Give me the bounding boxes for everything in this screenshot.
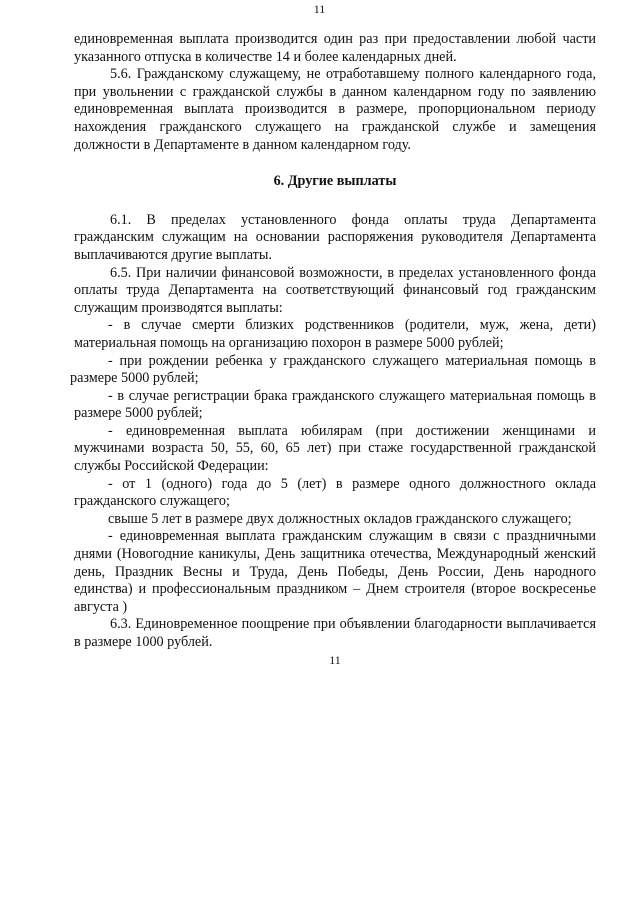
page-number-top: 11 xyxy=(313,2,326,16)
document-body xyxy=(70,31,596,668)
list-item-over-5-years: свыше 5 лет в размере двух должностных окладов гражданского служащего; xyxy=(108,510,572,527)
list-item-1-to-5-years: - от 1 (одного) года до 5 (лет) в размере одного должностного оклада гражданского служащего; xyxy=(74,475,596,510)
list-item-marriage: - в случае регистрации брака гражданского служащего материальная помощь в размере 5000 рублей; xyxy=(74,387,596,422)
paragraph-6-5: 6.5. При наличии финансовой возможности, в пределах установленного фонда оплаты труда Департамента на соответствующий финансовый год гражданским служащим производятся выплаты: xyxy=(74,264,596,316)
paragraph-intro-fragment: единовременная выплата производится один раз при предоставлении любой части указанного отпуска в количестве 14 и более календарных дней. xyxy=(74,31,596,65)
list-item-holidays: - единовременная выплата гражданским служащим в связи с праздничными днями (Новогодние каникулы, День защитника отечества, Международный женский день, Праздник Весны и Труда, День Победы, День России, День народного единства) и профессиональным праздником – Днем строителя (второе воскресенье августа ) xyxy=(74,528,596,615)
list-item-death: - в случае смерти близких родственников (родители, муж, жена, дети) материальная помощь на организацию похорон в размере 5000 рублей; xyxy=(74,317,596,351)
paragraph-6-3: 6.3. Единовременное поощрение при объявлении благодарности выплачивается в размере 1000 рублей. xyxy=(74,616,596,650)
paragraph-5-6: 5.6. Гражданскому служащему, не отработавшему полного календарного года, при увольнении с гражданской службы в данном календарном году по заявлению единовременная выплата производится в размере, пропорциональном периоду нахождения гражданского служащего на гражданской службе и замещения должности в Департаменте в данном календарном году. xyxy=(74,66,596,153)
section-heading: 6. Другие выплаты xyxy=(273,173,397,190)
list-item-birth: - при рождении ребенка у гражданского служащего материальная помощь в размере 5000 рублей; xyxy=(70,352,596,387)
page-number-bottom: 11 xyxy=(329,652,341,667)
list-item-jubilee: - единовременная выплата юбилярам (при достижении женщинами и мужчинами возраста 50, 55, 60, 65 лет) при стаже государственной гражданской службы Российской Федерации: xyxy=(74,422,596,475)
paragraph-6-1: 6.1. В пределах установленного фонда оплаты труда Департамента гражданским служащим на основании распоряжения руководителя Департамента выплачиваются другие выплаты. xyxy=(74,211,596,263)
